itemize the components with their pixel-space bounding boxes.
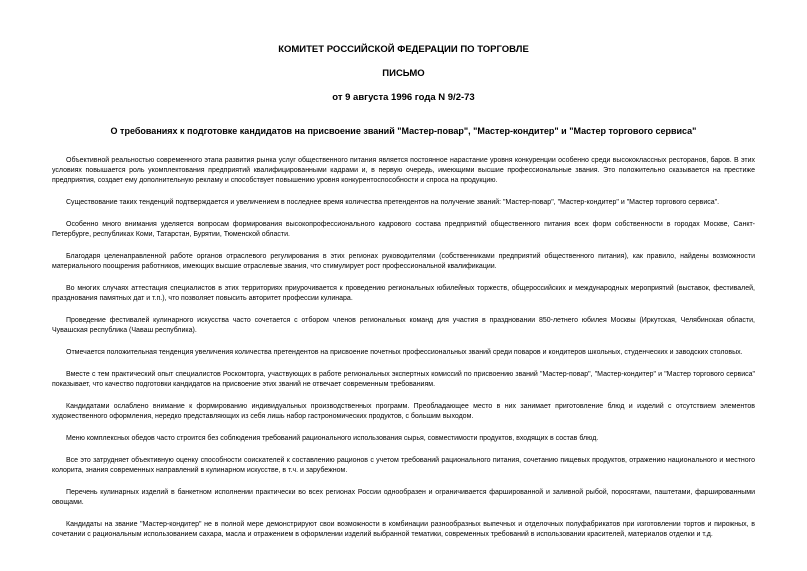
paragraph: Проведение фестивалей кулинарного искусства часто сочетается с отбором членов региональных команд для участия в праздновании 850-летнего юбилея Москвы (Иркутская, Челябинская области, Чувашская республика (Чаваш республика). (52, 317, 755, 334)
paragraph: Особенно много внимания уделяется вопросам формирования высокопрофессионального кадрового состава предприятий общественного питания всех форм собственности в городах Москве, Санкт-Петербурге, республиках Коми, Татарстан, Бурятии, Тюменской области. (52, 221, 755, 238)
document-date-number: от 9 августа 1996 года N 9/2-73 (332, 92, 475, 103)
paragraph: Меню комплексных обедов часто строится без соблюдения требований рационального использования сырья, совместимости продуктов, входящих в состав блюд. (66, 435, 599, 442)
paragraph: Перечень кулинарных изделий в банкетном исполнении практически во всех регионах России однообразен и ограничивается фаршированной и заливной рыбой, поросятами, паштетами, фаршированными овощами. (52, 489, 755, 506)
paragraph: Кандидаты на звание "Мастер-кондитер" не в полной мере демонстрируют свои возможности в комбинации разнообразных выпечных и отделочных полуфабрикатов при изготовлении тортов и пирожных, в сочетании с рациональным использованием сахара, масла и отражением в оформлении изделий выбранной тематики, современных требований в использовании красителей, материалов отделки и т.д. (52, 521, 755, 538)
paragraph: Существование таких тенденций подтверждается и увеличением в последнее время количества претендентов на получение званий: "Мастер-повар", "Мастер-кондитер" и "Мастер торгового сервиса". (66, 199, 720, 206)
document-subject: О требованиях к подготовке кандидатов на присвоение званий "Мастер-повар", "Мастер-кондитер" и "Мастер торгового сервиса" (110, 126, 697, 136)
issuer-heading: КОМИТЕТ РОССИЙСКОЙ ФЕДЕРАЦИИ ПО ТОРГОВЛЕ (278, 44, 529, 55)
paragraph: Кандидатами ослаблено внимание к формированию индивидуальных производственных программ. Преобладающее место в них занимает приготовление блюд и изделий с отсутствием элементов художественного оформления, нередко представляющих из себя лишь набор гастрономических продуктов, с большим выходом. (52, 403, 755, 420)
paragraph: Отмечается положительная тенденция увеличения количества претендентов на присвоение почетных профессиональных званий среди поваров и кондитеров школьных, студенческих и заводских столовых. (66, 349, 743, 356)
paragraph: Все это затрудняет объективную оценку способности соискателей к составлению рационов с учетом требований рационального питания, сочетанию пищевых продуктов, отражению национального и местного колорита, знания современных направлений в кулинарном искусстве, в т.ч. и зарубежном. (52, 457, 755, 474)
document-type-heading: ПИСЬМО (382, 68, 425, 79)
document-body (52, 156, 755, 540)
paragraph: Вместе с тем практический опыт специалистов Роскомторга, участвующих в работе региональных экспертных комиссий по присвоению званий "Мастер-повар", "Мастер-кондитер" и "Мастер торгового сервиса" показывает, что качество подготовки кандидатов на присвоение этих званий не отвечает современным требованиям. (52, 371, 755, 388)
paragraph: Объективной реальностью современного этапа развития рынка услуг общественного питания является постоянное нарастание уровня конкуренции особенно среди высококлассных ресторанов, баров. В этих условиях повышается роль укомплектования предприятий квалифицированными кадрами и, в первую очередь, имеющими высшие профессиональные звания. Это положительно сказывается на престиже предприятия, создает ему дополнительную рекламу и способствует повышению уровня конкурентоспособности и спроса на продукцию. (52, 157, 755, 184)
paragraph: Во многих случаях аттестация специалистов в этих территориях приурочивается к проведению региональных юбилейных торжеств, общероссийских и международных мероприятий (выставок, фестивалей, празднования памятных дат и т.п.), что позволяет повысить авторитет профессии кулинара. (52, 285, 755, 302)
paragraph: Благодаря целенаправленной работе органов отраслевого регулирования в этих регионах руководителями (собственниками предприятий общественного питания), как правило, найдены возможности материального поощрения работников, имеющих высшие отраслевые звания, что стимулирует рост профессиональной квалификации. (52, 253, 755, 270)
